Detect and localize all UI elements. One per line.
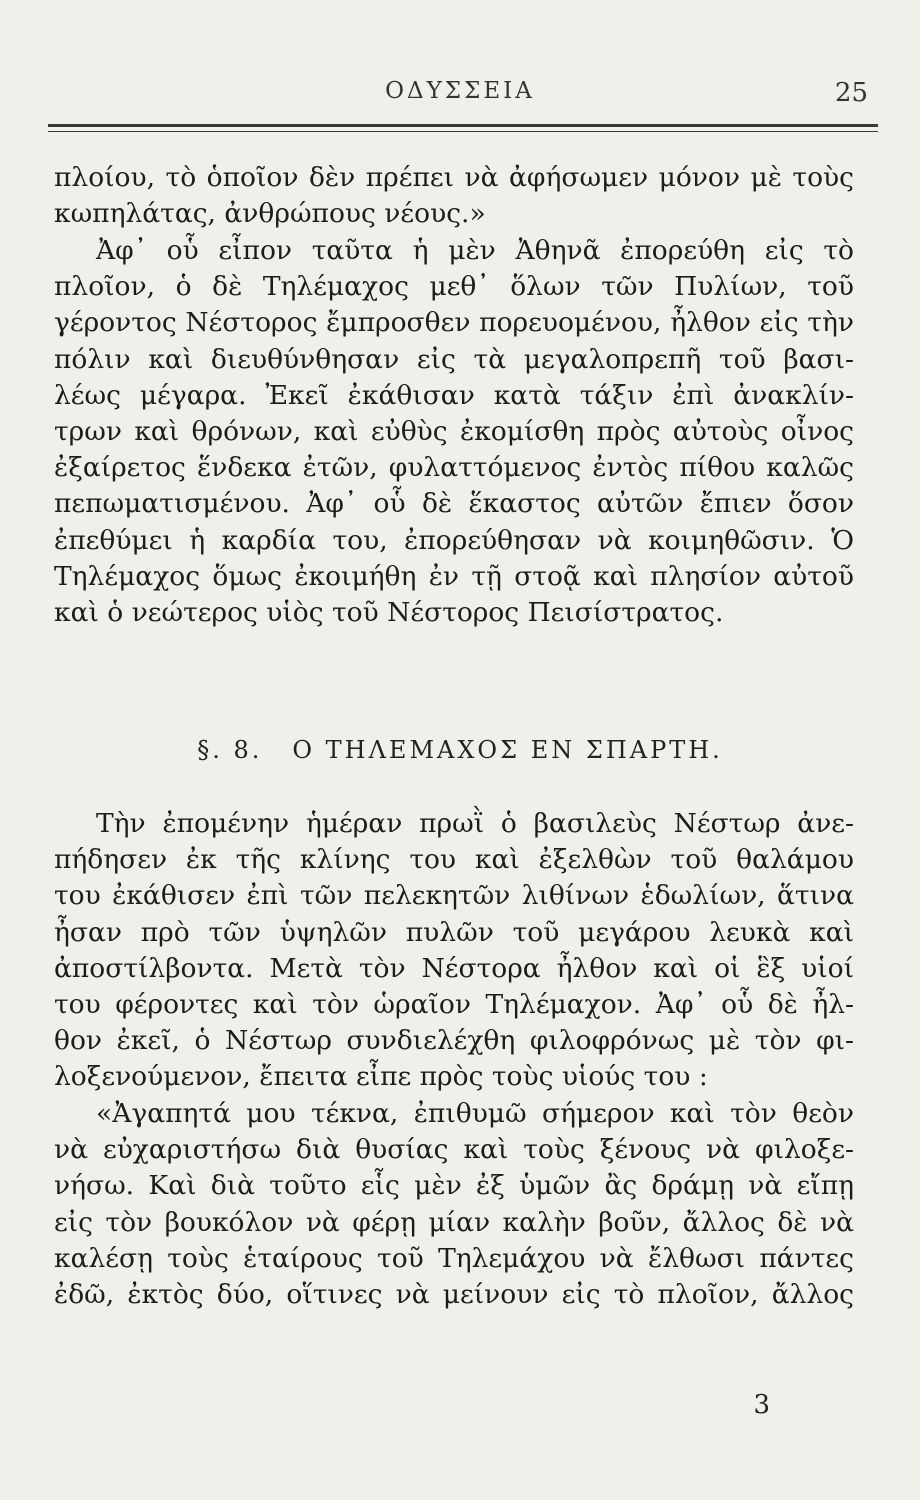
text-line: νὰ εὐχαριστήσω διὰ θυσίας καὶ τοὺς ξένους νὰ φιλοξε- <box>54 1134 854 1166</box>
text-line: πλοῖον, ὁ δὲ Τηλέμαχος μεθ᾽ ὅλων τῶν Πυλίων, τοῦ <box>54 271 854 303</box>
text-line: του ἐκάθισεν ἐπὶ τῶν πελεκητῶν λιθίνων ἑδωλίων, ἅτινα <box>54 880 854 912</box>
text-line: ἀποστίλβοντα. Μετὰ τὸν Νέστορα ἦλθον καὶ οἱ ἓξ υἱοί <box>54 952 854 984</box>
header-rule-thick <box>48 124 878 127</box>
text-line: πόλιν καὶ διευθύνθησαν εἰς τὰ μεγαλοπρεπῆ τοῦ βασι- <box>54 343 854 375</box>
paragraph-3 <box>54 806 854 1096</box>
section-heading <box>0 736 920 764</box>
header-rule-thin <box>48 131 878 132</box>
text-line: του φέροντες καὶ τὸν ὡραῖον Τηλέμαχον. Ἀφ᾽ οὗ δὲ ἦλ- <box>54 988 854 1020</box>
text-line: γέροντος Νέστορος ἔμπροσθεν πορευομένου, ἦλθον εἰς τὴν <box>54 307 854 339</box>
text-line: θον ἐκεῖ, ὁ Νέστωρ συνδιελέχθη φιλοφρόνως μὲ τὸν φι- <box>54 1025 854 1057</box>
text-line: Ἀφ᾽ οὗ εἶπον ταῦτα ἡ μὲν Ἀθηνᾶ ἐπορεύθη εἰς τὸ <box>96 235 854 266</box>
text-line: ἐξαίρετος ἕνδεκα ἐτῶν, φυλαττόμενος ἐντὸς πίθου καλῶς <box>54 452 854 484</box>
section-title: Ο ΤΗΛΕΜΑΧΟΣ ΕΝ ΣΠΑΡΤΗ. <box>292 736 723 764</box>
paragraph-1 <box>54 160 854 232</box>
text-line: ἐδῶ, ἐκτὸς δύο, οἵτινες νὰ μείνουν εἰς τὸ πλοῖον, ἄλλος <box>54 1278 854 1310</box>
running-header-title: ΟΔΥΣΣΕΙΑ <box>385 78 535 104</box>
text-line: πήδησεν ἐκ τῆς κλίνης του καὶ ἐξελθὼν τοῦ θαλάμου <box>54 844 854 876</box>
text-line: πλοίου, τὸ ὁποῖον δὲν πρέπει νὰ ἀφήσωμεν μόνον μὲ τοὺς <box>54 162 854 193</box>
text-line: κωπηλάτας, ἀνθρώπους νέους.» <box>54 198 486 230</box>
text-line: «Ἀγαπητά μου τέκνα, ἐπιθυμῶ σήμερον καὶ τὸν θεὸν <box>96 1098 854 1129</box>
text-line: λέως μέγαρα. Ἐκεῖ ἐκάθισαν κατὰ τάξιν ἐπὶ ἀνακλίν- <box>54 379 854 411</box>
paragraph-4 <box>54 1096 854 1313</box>
page-number: 25 <box>834 78 868 108</box>
text-line: λοξενούμενον, ἔπειτα εἶπε πρὸς τοὺς υἱούς του : <box>54 1061 708 1093</box>
text-line: καλέσῃ τοὺς ἑταίρους τοῦ Τηλεμάχου νὰ ἔλθωσι πάντες <box>54 1242 854 1274</box>
text-line: ἐπεθύμει ἡ καρδία του, ἐπορεύθησαν νὰ κοιμηθῶσιν. Ὁ <box>54 524 854 556</box>
text-line: καὶ ὁ νεώτερος υἱὸς τοῦ Νέστορος Πεισίστρατος. <box>54 596 724 628</box>
text-line: εἰς τὸν βουκόλον νὰ φέρῃ μίαν καλὴν βοῦν, ἄλλος δὲ νὰ <box>54 1206 854 1238</box>
text-line: νήσω. Καὶ διὰ τοῦτο εἷς μὲν ἐξ ὑμῶν ἂς δράμῃ νὰ εἴπῃ <box>54 1170 854 1202</box>
text-line: πεπωματισμένου. Ἀφ᾽ οὗ δὲ ἕκαστος αὐτῶν ἔπιεν ὅσον <box>54 488 854 520</box>
text-line: Τηλέμαχος ὅμως ἐκοιμήθη ἐν τῇ στοᾷ καὶ πλησίον αὐτοῦ <box>54 560 854 592</box>
section-number: §. 8. <box>197 736 263 764</box>
text-line: τρων καὶ θρόνων, καὶ εὐθὺς ἐκομίσθη πρὸς αὐτοὺς οἶνος <box>54 415 854 447</box>
text-line: ἦσαν πρὸ τῶν ὑψηλῶν πυλῶν τοῦ μεγάρου λευκὰ καὶ <box>54 916 854 948</box>
text-line: Τὴν ἐπομένην ἡμέραν πρωῒ ὁ βασιλεὺς Νέστωρ ἀνε- <box>96 808 854 839</box>
signature-mark: 3 <box>753 1390 770 1420</box>
paragraph-2 <box>54 233 854 631</box>
